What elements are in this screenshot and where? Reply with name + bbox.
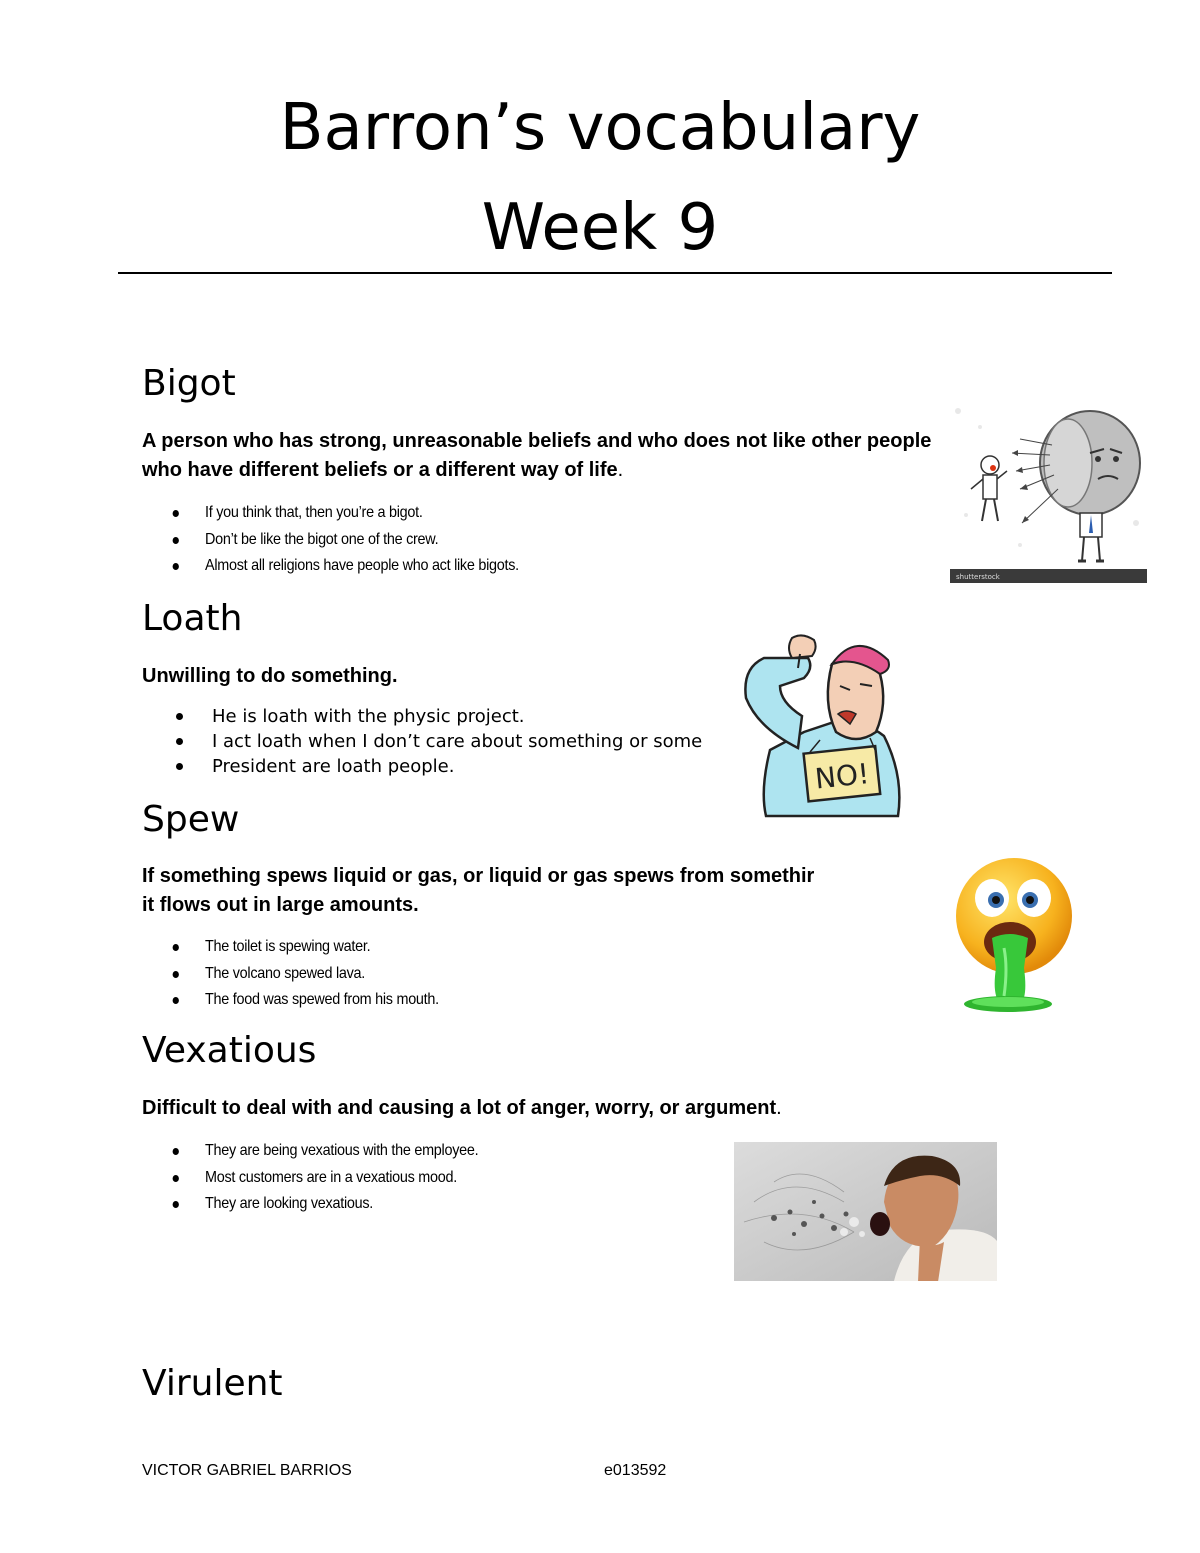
definition-bigot-text: A person who has strong, unreasonable beliefs and who does not like other people who have different beliefs or a different way of life — [142, 430, 932, 481]
definition-vexatious-period: . — [776, 1097, 782, 1119]
example-item: The volcano spewed lava. — [142, 961, 439, 988]
loath-illustration — [740, 630, 910, 822]
bigot-illustration — [950, 405, 1147, 583]
footer-author-name: VICTOR GABRIEL BARRIOS — [142, 1462, 352, 1479]
examples-vexatious — [142, 1138, 516, 1218]
definition-spew — [142, 862, 932, 920]
example-item: They are being vexatious with the employee. — [142, 1138, 478, 1165]
examples-loath — [142, 704, 702, 779]
examples-spew — [142, 934, 472, 1014]
definition-vexatious — [142, 1094, 782, 1123]
footer-student-id: e013592 — [604, 1462, 667, 1479]
shutterstock-watermark: shutterstock — [956, 573, 1000, 581]
no-sign-text: NO! — [813, 757, 871, 796]
definition-vexatious-text: Difficult to deal with and causing a lot of anger, worry, or argument — [142, 1097, 777, 1119]
word-heading-vexatious: Vexatious — [142, 1030, 317, 1071]
document-title: Barron’s vocabulary — [279, 91, 921, 165]
word-heading-loath: Loath — [142, 598, 243, 639]
example-item: He is loath with the physic project. — [142, 704, 702, 729]
example-item: Don’t be like the bigot one of the crew. — [142, 527, 519, 554]
word-heading-spew: Spew — [142, 799, 240, 840]
example-item: Most customers are in a vexatious mood. — [142, 1165, 478, 1192]
example-item: The toilet is spewing water. — [142, 934, 439, 961]
example-item: Almost all religions have people who act like bigots. — [142, 553, 519, 580]
example-item: They are looking vexatious. — [142, 1191, 478, 1218]
examples-loath-clip — [0, 704, 744, 784]
example-item: President are loath people. — [142, 754, 702, 779]
title-divider — [118, 272, 1112, 274]
spew-emoji-illustration — [952, 858, 1078, 1014]
definition-bigot — [142, 427, 942, 485]
vexatious-photo — [734, 1142, 997, 1281]
example-item: The food was spewed from his mouth. — [142, 987, 439, 1014]
word-heading-virulent: Virulent — [142, 1363, 283, 1404]
document-subtitle-week: Week 9 — [481, 191, 719, 265]
definition-spew-line2: it flows out in large amounts. — [142, 894, 419, 916]
example-item: If you think that, then you’re a bigot. — [142, 500, 519, 527]
examples-bigot — [142, 500, 561, 580]
definition-spew-line1: If something spews liquid or gas, or liquid or gas spews from somethir — [142, 865, 815, 887]
definition-loath: Unwilling to do something. — [142, 665, 398, 687]
word-heading-bigot: Bigot — [142, 363, 236, 404]
definition-bigot-period: . — [617, 459, 624, 481]
example-item: I act loath when I don’t care about something or some — [142, 729, 702, 754]
